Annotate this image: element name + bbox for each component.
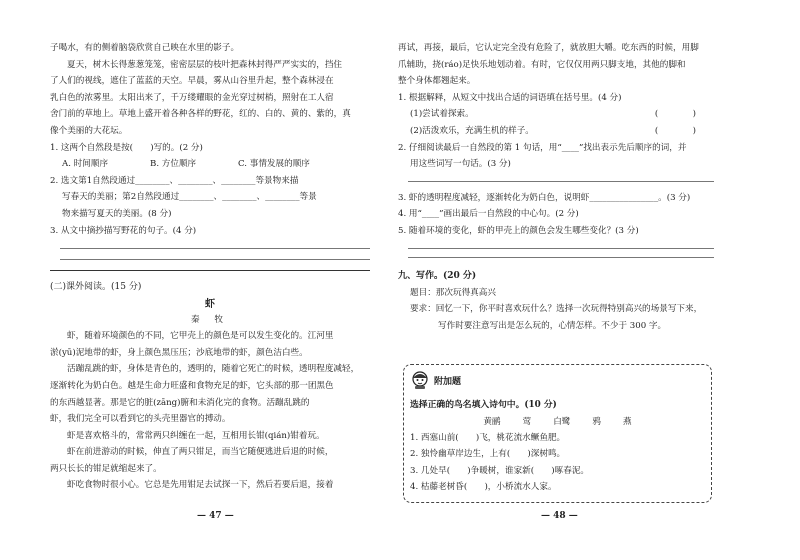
page-number: — 47 — bbox=[197, 511, 234, 521]
section-heading: 九、写作。(20 分) bbox=[398, 270, 477, 281]
text-line: 像个美丽的大花坛。 bbox=[50, 125, 128, 136]
question-2-cont: 用这些词写一句话。(3 分) bbox=[410, 159, 511, 170]
bonus-header bbox=[410, 370, 461, 390]
bonus-heading: 选择正确的鸟名填入诗句中。(10 分) bbox=[410, 400, 557, 410]
answer-line[interactable] bbox=[60, 248, 370, 249]
question-1: 1. 根据解释，从短文中找出合适的词语填在括号里。(4 分) bbox=[398, 92, 622, 103]
q1-item-2 bbox=[398, 123, 714, 140]
bonus-character-icon bbox=[410, 370, 430, 390]
answer-bracket[interactable]: ( ) bbox=[654, 125, 696, 136]
bird-option: 白鹭 bbox=[553, 416, 571, 427]
passage-line: 虾吃食物时很小心。它总是先用钳足去试探一下，然后若要后退，接着 bbox=[67, 480, 334, 491]
option-a[interactable]: A. 时间顺序 bbox=[62, 159, 109, 170]
question-2-cont: 写春天的美丽；第2自然段通过________、________、________等景 bbox=[62, 192, 317, 203]
text-line: 舍门前的草地上。草地上盛开着各种各样的野花，红的、白的、黄的、紫的，真 bbox=[50, 109, 351, 120]
answer-line[interactable] bbox=[408, 257, 714, 258]
writing-requirement: 要求：回忆一下，你平时喜欢玩什么？选择一次玩得特别高兴的场景写下来， bbox=[410, 304, 703, 315]
right-column bbox=[398, 40, 714, 334]
question-2: 2. 选文第1自然段通过________、________、________等景物来描 bbox=[50, 175, 299, 186]
writing-title: 题目：那次玩得真高兴 bbox=[410, 287, 496, 298]
passage-line: 虾，我们完全可以看到它的头壳里器官的搏动。 bbox=[50, 414, 231, 425]
passage-line: 两只长长的钳足就缩起来了。 bbox=[50, 463, 162, 474]
question-5: 5. 随着环境的变化，虾的甲壳上的颜色会发生哪些变化？(3 分) bbox=[398, 225, 639, 236]
bonus-body bbox=[410, 397, 705, 496]
bird-options bbox=[410, 414, 705, 430]
bonus-item: 2. 独怜幽草岸边生，上有( )深树鸣。 bbox=[410, 449, 566, 460]
passage-line: 虾在前进游动的时候，伸直了两只钳足，而当它随便逃进后退的时候， bbox=[67, 447, 334, 458]
bird-option: 莺 bbox=[522, 416, 532, 427]
bird-option: 黄鹂 bbox=[483, 416, 501, 427]
answer-line[interactable] bbox=[408, 181, 714, 182]
q1-item-text: (1)尝试着探索。 bbox=[410, 109, 474, 120]
passage-line: 虾是喜欢格斗的，常常两只纠缠在一起，互相用长钳(qián)钳着玩。 bbox=[67, 430, 325, 441]
section-heading: (二)课外阅读。(15 分) bbox=[50, 282, 142, 293]
bonus-item: 1. 西塞山前( )飞，桃花流水鳜鱼肥。 bbox=[410, 432, 566, 443]
passage-line: 逐渐转化为奶白色。越是生命力旺盛和食物充足的虾，它头部的那一团黑色 bbox=[50, 380, 334, 391]
left-column bbox=[50, 40, 370, 494]
bonus-label: 附加题 bbox=[434, 376, 462, 387]
question-4: 4. 用“____”画出最后一自然段的中心句。(2 分) bbox=[398, 209, 579, 220]
question-1: 1. 这两个自然段是按( )写的。(2 分) bbox=[50, 142, 203, 153]
question-3: 3. 虾的透明程度减轻，逐渐转化为奶白色，说明虾________________。(3 分) bbox=[398, 192, 691, 203]
question-2-cont: 物来描写夏天的美丽。(8 分) bbox=[62, 208, 172, 219]
bird-option: 燕 bbox=[623, 416, 632, 427]
answer-line[interactable] bbox=[60, 259, 370, 260]
q1-item-1 bbox=[398, 106, 714, 123]
answer-bracket[interactable]: ( ) bbox=[654, 109, 696, 120]
text-line: 子喝水，有的侧着脑袋欣赏自己映在水里的影子。 bbox=[50, 43, 240, 53]
text-line: 再试，再接，最后，它认定完全没有危险了，就放胆大嚼。吃东西的时候，用脚 bbox=[398, 43, 699, 53]
q1-item-text: (2)活泼欢乐，充满生机的样子。 bbox=[410, 125, 534, 136]
passage-line: 虾，随着环境颜色的不同，它甲壳上的颜色是可以发生变化的。江河里 bbox=[67, 331, 334, 342]
writing-requirement: 写作时要注意写出是怎么玩的，心情怎样。不少于 300 字。 bbox=[438, 320, 667, 331]
page-number: — 48 — bbox=[541, 511, 578, 521]
option-c[interactable]: C. 事情发展的顺序 bbox=[238, 159, 310, 170]
passage-author: 秦 牧 bbox=[191, 315, 229, 326]
passage-line: 淤(yū)泥地带的虾，身上颜色黑压压；沙底地带的虾，颜色洁白些。 bbox=[50, 347, 308, 358]
question-2: 2. 仔细阅读最后一自然段的第 1 句话，用“____”找出表示先后顺序的词，并 bbox=[398, 142, 687, 153]
text-line: 乳白色的浓雾里。太阳出来了，千万缕耀眼的金光穿过树梢，照射在工人宿 bbox=[50, 92, 334, 103]
passage-line: 活蹦乱跳的虾，身体是青色的，透明的，随着它死亡的时候，透明程度减轻， bbox=[67, 364, 360, 375]
text-line: 爪辅助，挠(ráo)足快乐地划动着。有时，它仅仅用两只脚支地，其他的脚和 bbox=[398, 59, 686, 70]
question-1-options bbox=[50, 156, 370, 173]
text-line: 夏天，树木长得葱葱笼笼，密密层层的枝叶把森林封得严严实实的，挡住 bbox=[67, 59, 343, 70]
bonus-item: 3. 几处早( )争暖树，谁家新( )啄春泥。 bbox=[410, 465, 590, 476]
option-b[interactable]: B. 方位顺序 bbox=[150, 159, 197, 170]
bird-option: 鸦 bbox=[592, 416, 601, 427]
passage-line: 的东西越显著。那是它的脏(zāng)腑和未消化完的食物。活蹦乱跳的 bbox=[50, 397, 310, 408]
answer-line[interactable] bbox=[408, 248, 714, 249]
question-3: 3. 从文中摘抄描写野花的句子。(4 分) bbox=[50, 225, 197, 236]
section-divider bbox=[50, 270, 370, 271]
text-line: 整个身体都翘起来。 bbox=[398, 76, 476, 87]
bonus-item: 4. 枯藤老树昏( )，小桥流水人家。 bbox=[410, 482, 557, 493]
bonus-box bbox=[403, 364, 712, 503]
passage-title: 虾 bbox=[205, 299, 215, 311]
text-line: 了人们的视线，遮住了蓝蓝的天空。早晨，雾从山谷里升起，整个森林浸在 bbox=[50, 76, 334, 87]
